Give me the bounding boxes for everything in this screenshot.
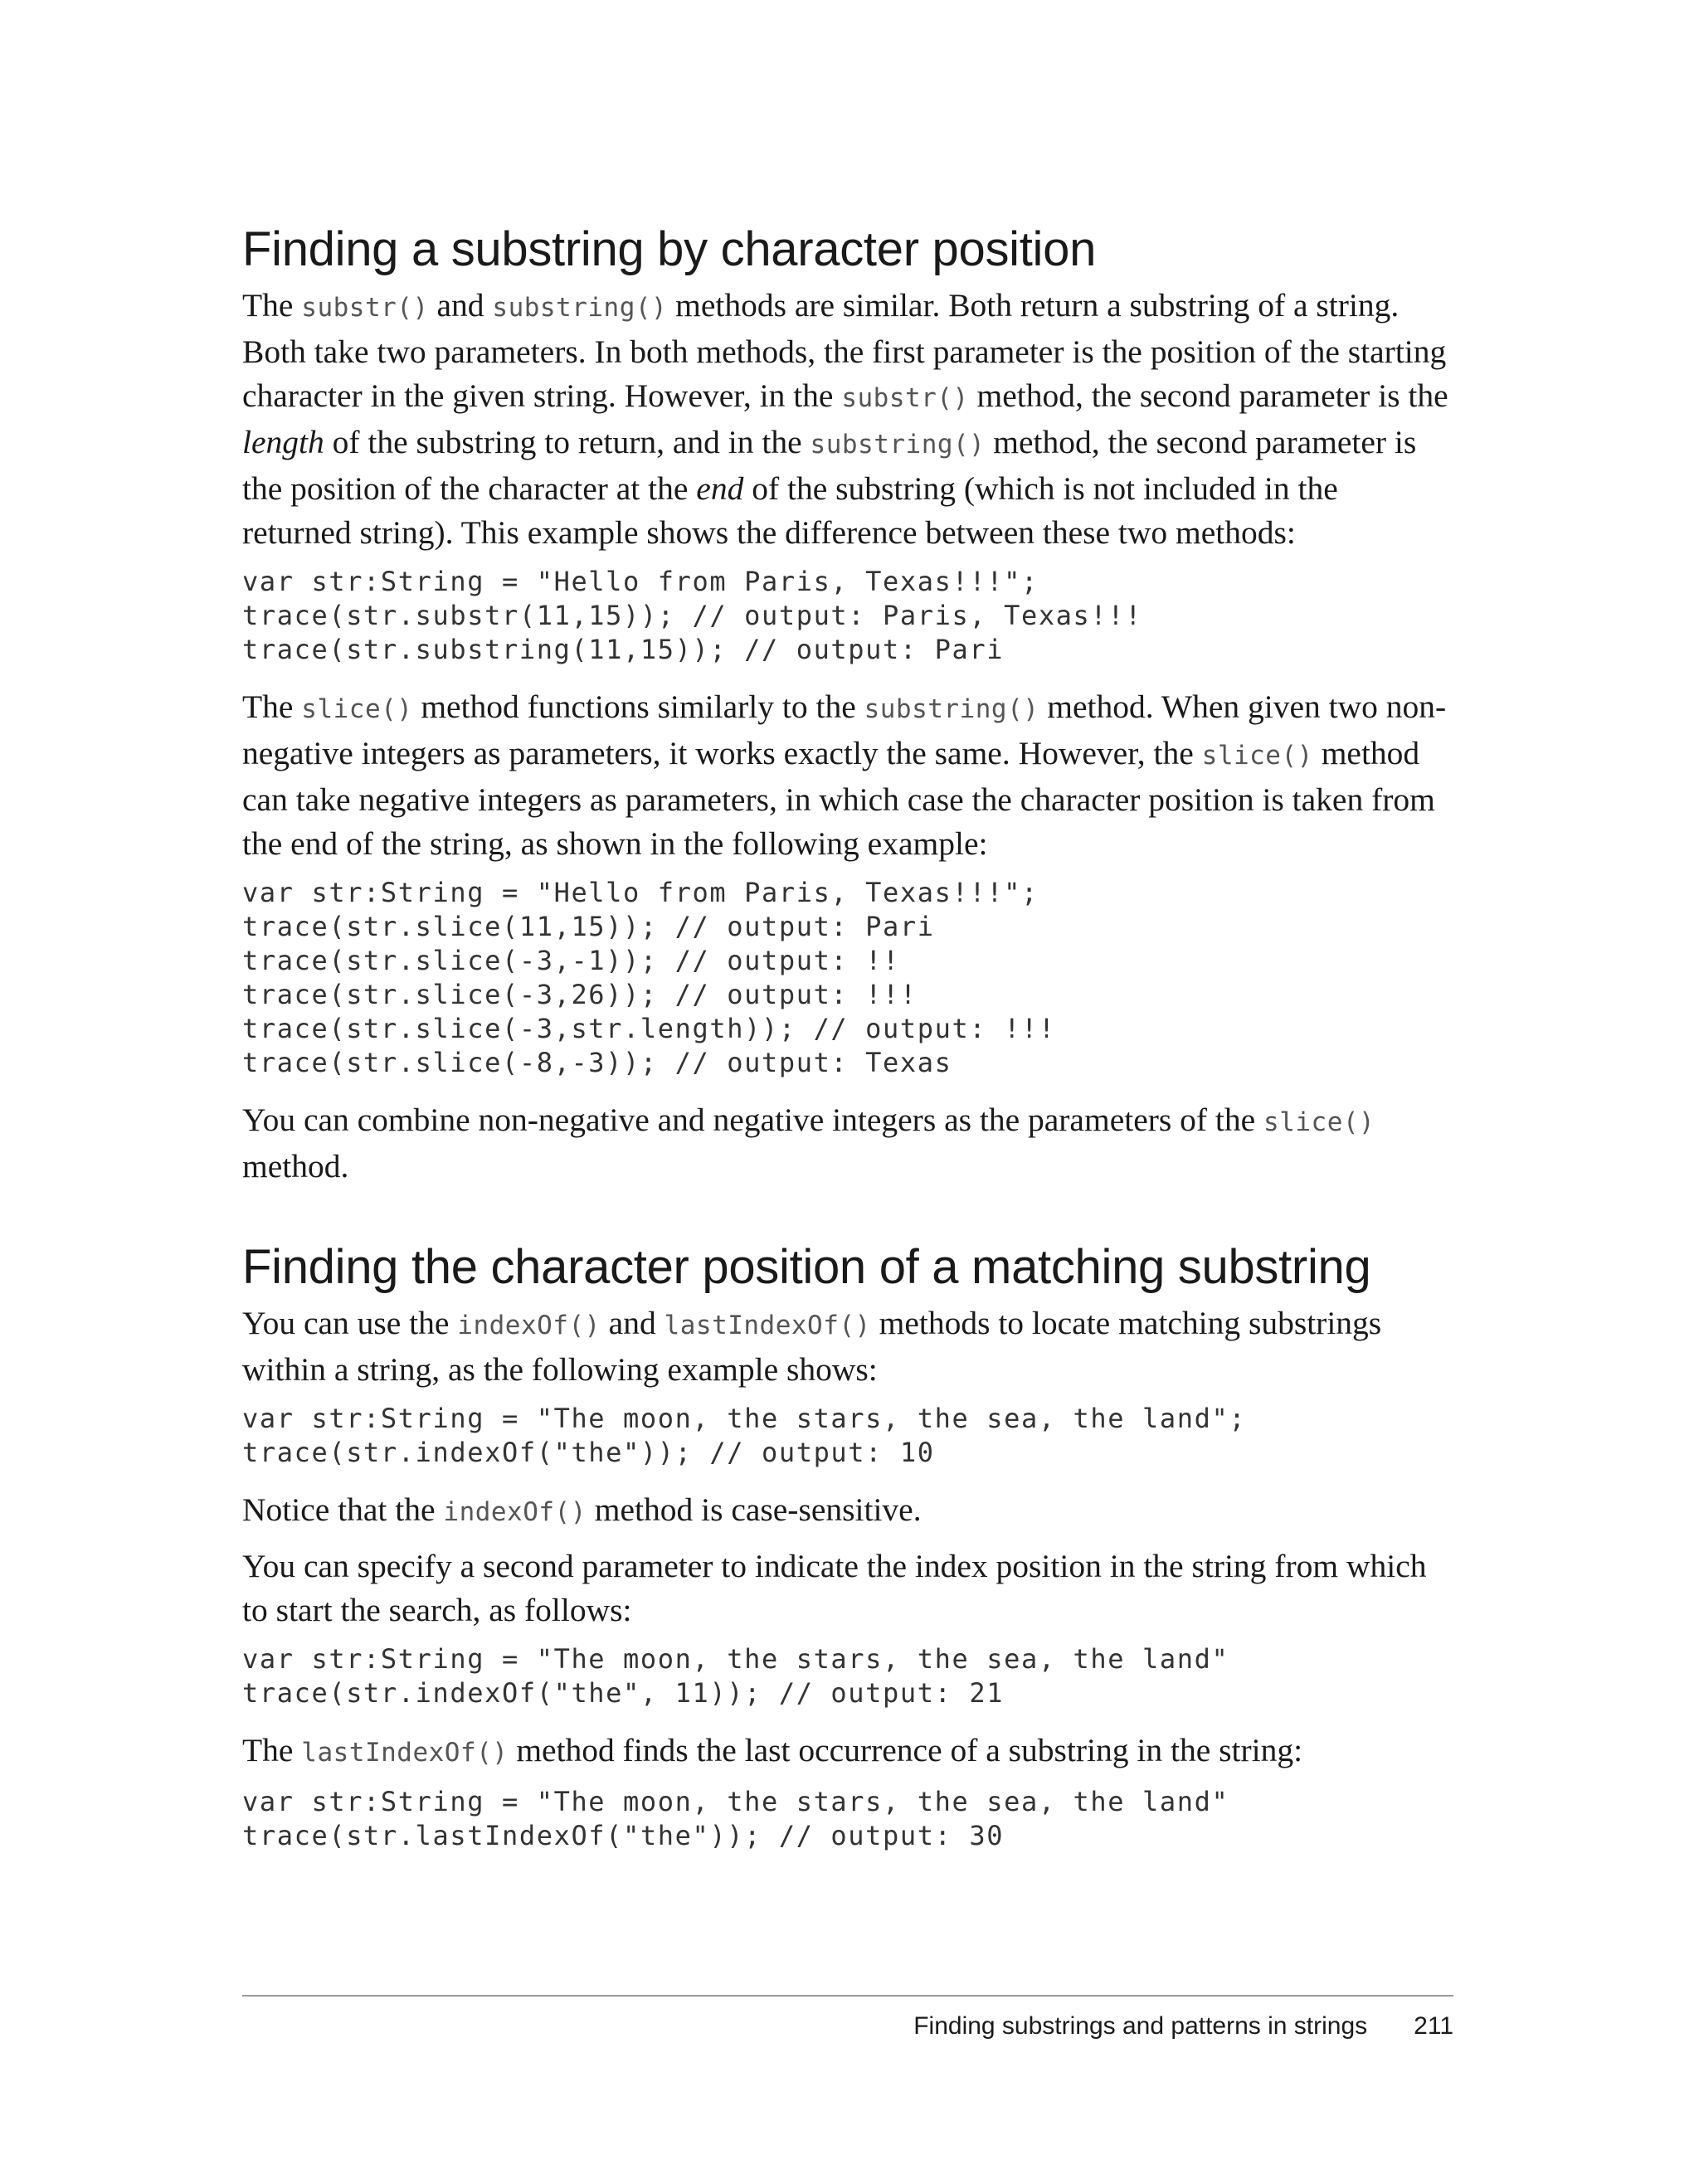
- paragraph-substr-substring: The substr() and substring() methods are similar. Both return a substring of a string. Both take two parameters. In both methods, the first parameter is the position of the starting character in the given string. However, in the substr() method, the second parameter is the length of the substring to return, and in the substring() method, the second parameter is the position of the character at the end of the substring (which is not included in the returned string). This example shows the difference between these two methods:: [242, 287, 1448, 551]
- inline-code: slice(): [1201, 741, 1313, 771]
- code-block-substr-example: var str:String = "Hello from Paris, Texas!!!"; trace(str.substr(11,15)); // output: Paris, Texas!!! trace(str.substring(11,15)); // output: Pari: [242, 566, 1143, 665]
- inline-code: substr(): [301, 293, 429, 323]
- page-content: [242, 222, 1453, 1871]
- page-number: 211: [1414, 2012, 1453, 2040]
- paragraph-slice-combine: You can combine non-negative and negative integers as the parameters of the slice() method.: [242, 1102, 1375, 1184]
- inline-code: substring(): [810, 430, 986, 460]
- section-heading-substring-by-position: Finding a substring by character position: [242, 222, 1097, 276]
- paragraph-case-sensitive: Notice that the indexOf() method is case-sensitive.: [242, 1491, 922, 1528]
- paragraph-slice-method: The slice() method functions similarly to the substring() method. When given two non-negative integers as parameters, it works exactly the same. However, the slice() method can take negative integers as parameters, in which case the character position is taken from the end of the string, as shown in the following example:: [242, 688, 1447, 862]
- footer-chapter-title: Finding substrings and patterns in strings: [913, 2012, 1368, 2040]
- code-block-slice-example: var str:String = "Hello from Paris, Texas!!!"; trace(str.slice(11,15)); // output: Pari trace(str.slice(-3,-1)); // output: !! trace(str.slice(-3,26)); // output: !!! trace(str.slice(-3,str.length)); // output: !!! trace(str.slice(-8,-3)); // output: Texas: [242, 877, 1056, 1078]
- paragraph-lastindexof: The lastIndexOf() method finds the last occurrence of a substring in the string:: [242, 1732, 1303, 1768]
- inline-code: slice(): [301, 694, 413, 724]
- paragraph-second-parameter: You can specify a second parameter to indicate the index position in the string from which to start the search, as follows:: [242, 1548, 1427, 1628]
- inline-code: substring(): [864, 694, 1039, 724]
- inline-code: indexOf(): [457, 1311, 601, 1340]
- code-block-lastindexof-example: var str:String = "The moon, the stars, the sea, the land" trace(str.lastIndexOf("the")); // output: 30: [242, 1786, 1229, 1851]
- emphasis-text: length: [242, 424, 324, 460]
- inline-code: lastIndexOf(): [664, 1311, 871, 1340]
- page-footer: [242, 2012, 1453, 2041]
- code-block-indexof-example: var str:String = "The moon, the stars, the sea, the land"; trace(str.indexOf("the")); // output: 10: [242, 1403, 1247, 1468]
- section-heading-matching-substring: Finding the character position of a matching substring: [242, 1240, 1371, 1294]
- emphasis-text: end: [696, 470, 744, 507]
- footer-divider: [242, 1995, 1453, 1997]
- inline-code: slice(): [1263, 1107, 1375, 1137]
- inline-code: indexOf(): [443, 1497, 587, 1527]
- inline-code: lastIndexOf(): [301, 1738, 509, 1768]
- inline-code: substr(): [841, 383, 969, 413]
- code-block-indexof-start-example: var str:String = "The moon, the stars, the sea, the land" trace(str.indexOf("the", 11)); // output: 21: [242, 1643, 1229, 1709]
- inline-code: substring(): [492, 293, 668, 323]
- paragraph-indexof-intro: You can use the indexOf() and lastIndexOf() methods to locate matching substrings within a string, as the following example shows:: [242, 1305, 1382, 1388]
